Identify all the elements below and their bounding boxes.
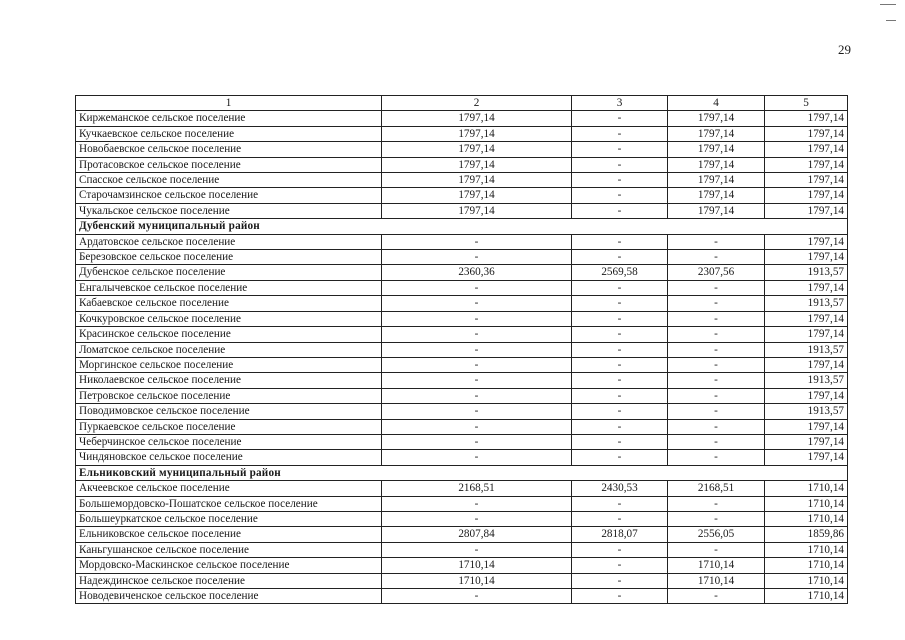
value-col-5: 1913,57: [765, 296, 848, 311]
value-col-4: -: [668, 250, 765, 265]
settlement-name: Кучкаевское сельское поселение: [76, 126, 382, 141]
value-col-3: -: [572, 111, 668, 126]
value-col-3: -: [572, 589, 668, 604]
value-col-3: -: [572, 157, 668, 172]
settlement-name: Кабаевское сельское поселение: [76, 296, 382, 311]
table-header-row: [76, 96, 848, 111]
table-row: [76, 342, 848, 357]
value-col-2: 1797,14: [382, 203, 572, 218]
value-col-2: -: [382, 234, 572, 249]
table-row: [76, 111, 848, 126]
value-col-3: -: [572, 327, 668, 342]
value-col-4: -: [668, 542, 765, 557]
value-col-2: -: [382, 542, 572, 557]
settlement-name: Енгалычевское сельское поселение: [76, 280, 382, 295]
table-row: [76, 419, 848, 434]
table-row: [76, 357, 848, 372]
table-row: [76, 234, 848, 249]
table-row: [76, 126, 848, 141]
value-col-5: 1913,57: [765, 404, 848, 419]
value-col-3: -: [572, 373, 668, 388]
settlement-name: Моргинское сельское поселение: [76, 357, 382, 372]
value-col-4: -: [668, 234, 765, 249]
value-col-5: 1797,14: [765, 157, 848, 172]
value-col-4: 1797,14: [668, 173, 765, 188]
value-col-3: -: [572, 419, 668, 434]
value-col-4: -: [668, 511, 765, 526]
table-row: [76, 481, 848, 496]
value-col-2: -: [382, 496, 572, 511]
table-row: [76, 311, 848, 326]
district-section-row: [76, 219, 848, 234]
value-col-2: -: [382, 296, 572, 311]
value-col-3: 2569,58: [572, 265, 668, 280]
value-col-5: 1913,57: [765, 265, 848, 280]
table-row: [76, 188, 848, 203]
value-col-3: -: [572, 280, 668, 295]
value-col-2: -: [382, 450, 572, 465]
table-row: [76, 434, 848, 449]
value-col-3: -: [572, 434, 668, 449]
value-col-5: 1797,14: [765, 234, 848, 249]
value-col-4: -: [668, 388, 765, 403]
column-header: 2: [382, 96, 572, 111]
value-col-2: -: [382, 357, 572, 372]
column-header: 3: [572, 96, 668, 111]
table-row: [76, 327, 848, 342]
settlement-name: Петровское сельское поселение: [76, 388, 382, 403]
value-col-4: -: [668, 419, 765, 434]
settlement-name: Надеждинское сельское поселение: [76, 573, 382, 588]
settlement-name: Поводимовское сельское поселение: [76, 404, 382, 419]
table-body: [76, 96, 848, 604]
settlement-name: Спасское сельское поселение: [76, 173, 382, 188]
settlement-name: Новодевиченское сельское поселение: [76, 589, 382, 604]
value-col-4: 1797,14: [668, 111, 765, 126]
value-col-3: -: [572, 296, 668, 311]
value-col-2: -: [382, 404, 572, 419]
value-col-5: 1859,86: [765, 527, 848, 542]
value-col-3: -: [572, 542, 668, 557]
value-col-4: -: [668, 434, 765, 449]
value-col-4: 1710,14: [668, 558, 765, 573]
value-col-4: -: [668, 404, 765, 419]
table-row: [76, 496, 848, 511]
value-col-2: 1710,14: [382, 558, 572, 573]
value-col-5: 1913,57: [765, 373, 848, 388]
settlement-name: Дубенское сельское поселение: [76, 265, 382, 280]
table-row: [76, 296, 848, 311]
table-row: [76, 527, 848, 542]
column-header: 4: [668, 96, 765, 111]
table-row: [76, 573, 848, 588]
value-col-5: 1797,14: [765, 173, 848, 188]
value-col-5: 1797,14: [765, 111, 848, 126]
value-col-3: -: [572, 357, 668, 372]
value-col-4: -: [668, 589, 765, 604]
value-col-2: 1797,14: [382, 126, 572, 141]
value-col-5: 1797,14: [765, 126, 848, 141]
value-col-5: 1797,14: [765, 311, 848, 326]
value-col-5: 1710,14: [765, 558, 848, 573]
settlement-name: Чукальское сельское поселение: [76, 203, 382, 218]
value-col-5: 1797,14: [765, 250, 848, 265]
value-col-4: 1797,14: [668, 188, 765, 203]
value-col-2: 1797,14: [382, 188, 572, 203]
settlement-name: Красинское сельское поселение: [76, 327, 382, 342]
value-col-4: -: [668, 450, 765, 465]
value-col-3: -: [572, 511, 668, 526]
table-row: [76, 450, 848, 465]
column-header: 5: [765, 96, 848, 111]
value-col-2: -: [382, 388, 572, 403]
value-col-2: 2168,51: [382, 481, 572, 496]
value-col-4: 2556,05: [668, 527, 765, 542]
table-row: [76, 511, 848, 526]
value-col-5: 1913,57: [765, 342, 848, 357]
settlement-name: Новобаевское сельское поселение: [76, 142, 382, 157]
value-col-2: -: [382, 280, 572, 295]
value-col-2: -: [382, 311, 572, 326]
value-col-3: -: [572, 203, 668, 218]
settlement-name: Киржеманское сельское поселение: [76, 111, 382, 126]
value-col-2: -: [382, 327, 572, 342]
value-col-4: 1797,14: [668, 142, 765, 157]
value-col-3: -: [572, 142, 668, 157]
value-col-5: 1797,14: [765, 450, 848, 465]
scan-mark: [880, 4, 896, 5]
value-col-5: 1797,14: [765, 357, 848, 372]
table-row: [76, 142, 848, 157]
settlement-name: Кочкуровское сельское поселение: [76, 311, 382, 326]
settlement-name: Николаевское сельское поселение: [76, 373, 382, 388]
value-col-2: -: [382, 250, 572, 265]
column-header: 1: [76, 96, 382, 111]
value-col-4: -: [668, 280, 765, 295]
value-col-2: 2807,84: [382, 527, 572, 542]
value-col-4: 1797,14: [668, 203, 765, 218]
settlement-name: Акчеевское сельское поселение: [76, 481, 382, 496]
table-row: [76, 404, 848, 419]
page-number: 29: [838, 42, 851, 57]
value-col-5: 1710,14: [765, 496, 848, 511]
value-col-5: 1797,14: [765, 419, 848, 434]
value-col-2: 1797,14: [382, 173, 572, 188]
table-row: [76, 589, 848, 604]
value-col-3: -: [572, 573, 668, 588]
settlement-name: Большеуркатское сельское поселение: [76, 511, 382, 526]
value-col-5: 1797,14: [765, 434, 848, 449]
settlement-name: Большемордовско-Пошатское сельское поселение: [76, 496, 382, 511]
value-col-4: 1797,14: [668, 157, 765, 172]
value-col-2: 1797,14: [382, 142, 572, 157]
value-col-2: 2360,36: [382, 265, 572, 280]
value-col-2: 1710,14: [382, 573, 572, 588]
value-col-5: 1710,14: [765, 511, 848, 526]
table-row: [76, 388, 848, 403]
settlement-name: Березовское сельское поселение: [76, 250, 382, 265]
value-col-4: -: [668, 327, 765, 342]
value-col-3: -: [572, 234, 668, 249]
value-col-3: 2818,07: [572, 527, 668, 542]
value-col-5: 1797,14: [765, 327, 848, 342]
value-col-4: 1797,14: [668, 126, 765, 141]
value-col-3: -: [572, 404, 668, 419]
district-section-row: [76, 465, 848, 480]
settlement-name: Чеберчинское сельское поселение: [76, 434, 382, 449]
value-col-2: -: [382, 373, 572, 388]
value-col-4: 2168,51: [668, 481, 765, 496]
value-col-3: -: [572, 188, 668, 203]
table-row: [76, 558, 848, 573]
settlement-name: Ельниковское сельское поселение: [76, 527, 382, 542]
settlement-table: [75, 95, 848, 604]
value-col-2: -: [382, 434, 572, 449]
settlement-name: Старочамзинское сельское поселение: [76, 188, 382, 203]
value-col-4: -: [668, 342, 765, 357]
value-col-5: 1797,14: [765, 188, 848, 203]
value-col-5: 1797,14: [765, 388, 848, 403]
value-col-5: 1710,14: [765, 573, 848, 588]
table-row: [76, 157, 848, 172]
value-col-5: 1710,14: [765, 481, 848, 496]
settlement-name: Ардатовское сельское поселение: [76, 234, 382, 249]
value-col-3: -: [572, 496, 668, 511]
value-col-3: -: [572, 388, 668, 403]
settlement-name: Протасовское сельское поселение: [76, 157, 382, 172]
value-col-4: -: [668, 357, 765, 372]
value-col-5: 1797,14: [765, 203, 848, 218]
value-col-2: -: [382, 589, 572, 604]
value-col-4: -: [668, 311, 765, 326]
settlement-name: Каньгушанское сельское поселение: [76, 542, 382, 557]
value-col-4: -: [668, 296, 765, 311]
value-col-5: 1797,14: [765, 280, 848, 295]
value-col-5: 1710,14: [765, 542, 848, 557]
table-row: [76, 265, 848, 280]
table-row: [76, 203, 848, 218]
value-col-3: -: [572, 126, 668, 141]
district-name: Дубенский муниципальный район: [76, 219, 848, 234]
value-col-4: 2307,56: [668, 265, 765, 280]
value-col-2: -: [382, 342, 572, 357]
value-col-5: 1710,14: [765, 589, 848, 604]
value-col-3: -: [572, 250, 668, 265]
value-col-3: -: [572, 558, 668, 573]
value-col-2: -: [382, 419, 572, 434]
value-col-4: -: [668, 373, 765, 388]
value-col-2: -: [382, 511, 572, 526]
value-col-4: -: [668, 496, 765, 511]
value-col-3: 2430,53: [572, 481, 668, 496]
settlement-name: Пуркаевское сельское поселение: [76, 419, 382, 434]
settlement-name: Ломатское сельское поселение: [76, 342, 382, 357]
value-col-3: -: [572, 311, 668, 326]
value-col-5: 1797,14: [765, 142, 848, 157]
value-col-3: -: [572, 173, 668, 188]
value-col-4: 1710,14: [668, 573, 765, 588]
scan-mark: [886, 20, 896, 21]
table-row: [76, 373, 848, 388]
table-row: [76, 280, 848, 295]
district-name: Ельниковский муниципальный район: [76, 465, 848, 480]
value-col-3: -: [572, 450, 668, 465]
settlement-name: Мордовско-Маскинское сельское поселение: [76, 558, 382, 573]
settlement-name: Чиндяновское сельское поселение: [76, 450, 382, 465]
table-row: [76, 250, 848, 265]
value-col-2: 1797,14: [382, 111, 572, 126]
table-row: [76, 173, 848, 188]
table-row: [76, 542, 848, 557]
value-col-2: 1797,14: [382, 157, 572, 172]
value-col-3: -: [572, 342, 668, 357]
